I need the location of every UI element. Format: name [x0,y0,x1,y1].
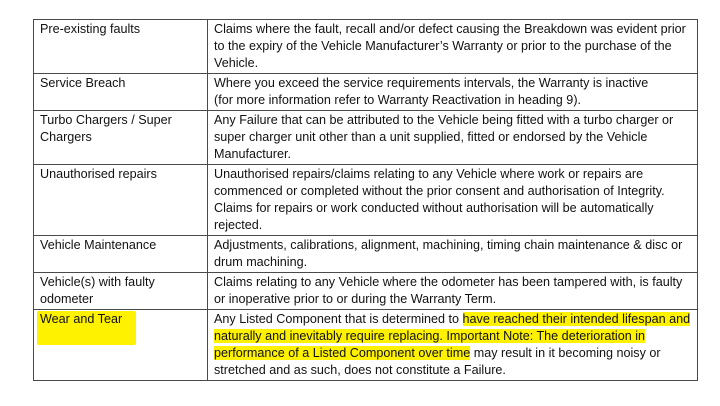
description-text-start: Any Listed Component that is determined to [214,312,463,326]
term-cell [34,310,208,381]
table-row-highlighted [34,310,698,381]
term-cell [34,20,208,74]
exclusions-table [33,19,698,381]
term-label-highlighted: Wear and Tear [37,311,136,345]
table-row [34,111,698,165]
description-text: Adjustments, calibrations, alignment, machining, timing chain maintenance & disc or drum machining. [214,238,683,269]
description-text: Claims where the fault, recall and/or defect causing the Breakdown was evident prior to the expiry of the Vehicle Manufacturer’s Warranty or prior to the purchase of the Vehicle. [214,22,686,70]
term-label: Turbo Chargers / Super Chargers [40,113,172,144]
term-label: Vehicle(s) with faulty odometer [40,275,155,306]
description-cell [208,111,698,165]
description-cell [208,165,698,236]
term-label: Unauthorised repairs [40,167,157,181]
description-cell [208,236,698,273]
description-text: Any Failure that can be attributed to the Vehicle being fitted with a turbo charger or super charger unit other than a unit supplied, fitted or endorsed by the Vehicle Manufacturer. [214,113,674,161]
description-cell [208,310,698,381]
term-label: Service Breach [40,76,126,90]
term-cell [34,165,208,236]
description-text: Unauthorised repairs/claims relating to any Vehicle where work or repairs are commenced or completed without the prior consent and authorisation of Integrity. Claims for repairs or work conducted without authorisation will be automatically rejected. [214,167,665,232]
table-row [34,74,698,111]
description-text-highlighted: have reached their intended lifespan and naturally and inevitably require replacing. Important Note: The deterioration in performance of a Listed Component over time [214,312,691,360]
description-cell [208,273,698,310]
table-row [34,165,698,236]
term-cell [34,236,208,273]
description-text: Claims relating to any Vehicle where the odometer has been tampered with, is faulty or inoperative prior to or during the Warranty Term. [214,275,683,306]
term-cell [34,111,208,165]
term-label: Vehicle Maintenance [40,238,157,252]
description-text-line-2: (for more information refer to Warranty Reactivation in heading 9). [214,93,582,107]
term-cell [34,273,208,310]
table-row [34,236,698,273]
table-row [34,273,698,310]
description-cell [208,74,698,111]
table-row [34,20,698,74]
term-label: Pre-existing faults [40,22,141,36]
description-cell [208,20,698,74]
term-cell [34,74,208,111]
description-text-line-1: Where you exceed the service requirements intervals, the Warranty is inactive [214,76,649,90]
description-text-end: may result in it becoming noisy or stretched and as such, does not constitute a Failure. [214,346,661,377]
